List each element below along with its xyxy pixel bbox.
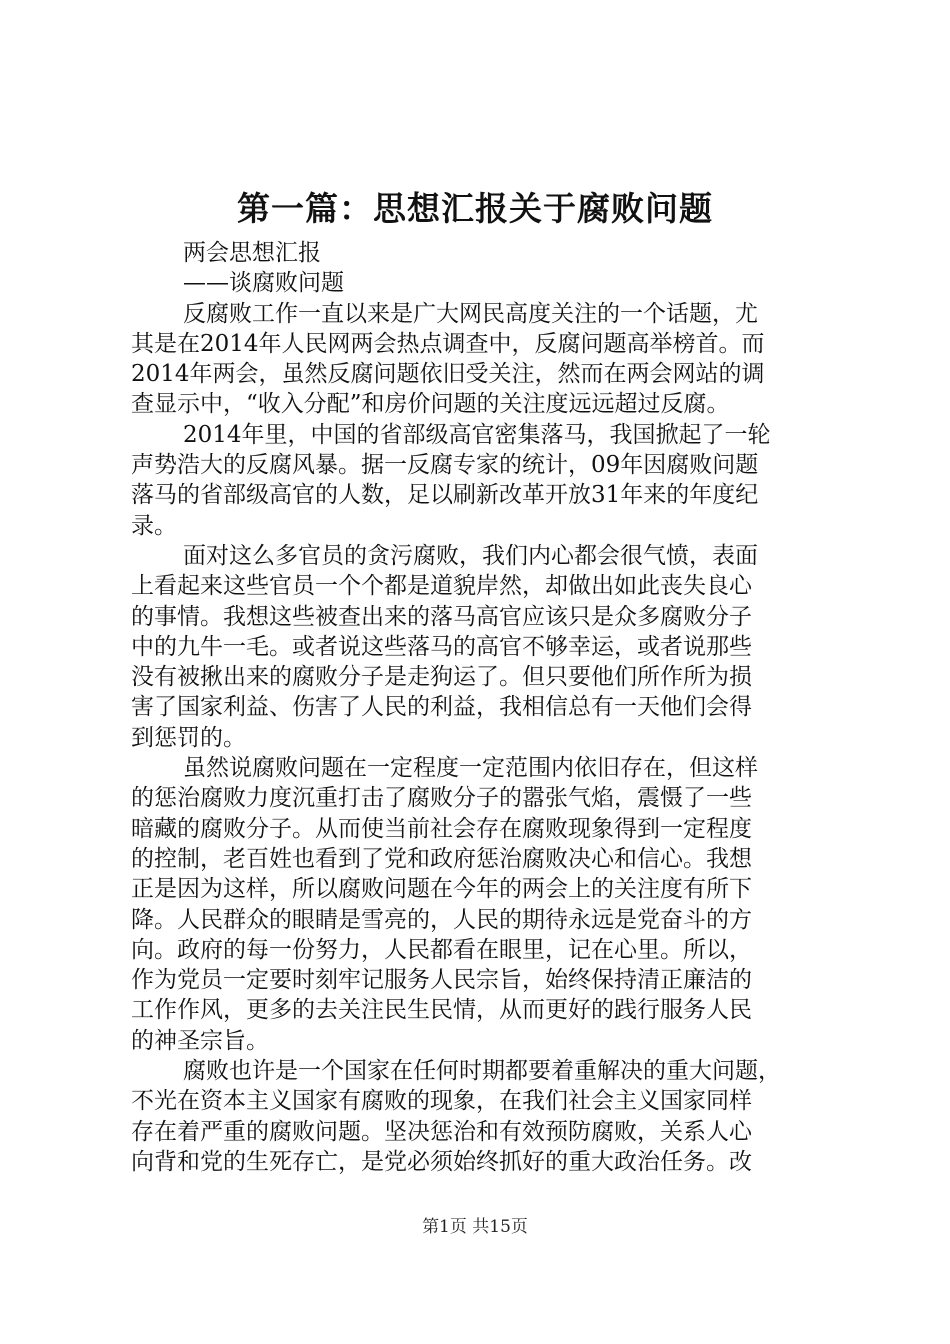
paragraph-line: 声势浩大的反腐风暴。据一反腐专家的统计，09年因腐败问题 bbox=[131, 452, 759, 479]
paragraph-line: 腐败也许是一个国家在任何时期都要着重解决的重大问题， bbox=[183, 1058, 781, 1085]
paragraph-line: 反腐败工作一直以来是广大网民高度关注的一个话题，尤 bbox=[183, 300, 758, 327]
paragraph-line: 2014年里，中国的省部级高官密集落马，我国掀起了一轮 bbox=[183, 421, 771, 448]
paragraph-line: 工作作风，更多的去关注民生民情，从而更好的践行服务人民 bbox=[131, 997, 752, 1024]
paragraph-line: 落马的省部级高官的人数，足以刷新改革开放31年来的年度纪 bbox=[131, 482, 759, 509]
paragraph-line: 向。政府的每一份努力，人民都看在眼里，记在心里。所以， bbox=[131, 936, 752, 963]
document-title: 第一篇：思想汇报关于腐败问题 bbox=[237, 189, 713, 228]
paragraph-line: 作为党员一定要时刻牢记服务人民宗旨，始终保持清正廉洁的 bbox=[131, 967, 752, 994]
page-number-footer: 第1页 共15页 bbox=[422, 1217, 528, 1237]
paragraph-line: 存在着严重的腐败问题。坚决惩治和有效预防腐败，关系人心 bbox=[131, 1118, 752, 1145]
paragraph-line: 的神圣宗旨。 bbox=[131, 1027, 269, 1054]
paragraph-line: 害了国家利益、伤害了人民的利益，我相信总有一天他们会得 bbox=[131, 694, 752, 721]
paragraph-line: 没有被揪出来的腐败分子是走狗运了。但只要他们所作所为损 bbox=[131, 664, 752, 691]
subtitle-line: 两会思想汇报 bbox=[183, 240, 321, 266]
paragraph-line: 的惩治腐败力度沉重打击了腐败分子的嚣张气焰，震慑了一些 bbox=[131, 785, 752, 812]
paragraph-line: 的事情。我想这些被查出来的落马高官应该只是众多腐败分子 bbox=[131, 603, 752, 630]
paragraph-line: 中的九牛一毛。或者说这些落马的高官不够幸运，或者说那些 bbox=[131, 633, 752, 660]
document-body bbox=[131, 238, 831, 1177]
paragraph-line: 降。人民群众的眼睛是雪亮的，人民的期待永远是党奋斗的方 bbox=[131, 906, 752, 933]
paragraph-line: 2014年两会，虽然反腐问题依旧受关注，然而在两会网站的调 bbox=[131, 361, 765, 388]
paragraph-line: 上看起来这些官员一个个都是道貌岸然，却做出如此丧失良心 bbox=[131, 573, 752, 600]
paragraph-line: 录。 bbox=[131, 512, 177, 539]
paragraph-line: 到惩罚的。 bbox=[131, 724, 246, 751]
paragraph-line: 向背和党的生死存亡，是党必须始终抓好的重大政治任务。改 bbox=[131, 1148, 752, 1175]
paragraph-line: 暗藏的腐败分子。从而使当前社会存在腐败现象得到一定程度 bbox=[131, 815, 752, 842]
paragraph-line: 的控制，老百姓也看到了党和政府惩治腐败决心和信心。我想 bbox=[131, 845, 752, 872]
paragraph-line: 查显示中，“收入分配”和房价问题的关注度远远超过反腐。 bbox=[131, 391, 730, 418]
paragraph-line: 虽然说腐败问题在一定程度一定范围内依旧存在，但这样 bbox=[183, 755, 758, 782]
paragraph-line: 其是在2014年人民网两会热点调查中，反腐问题高举榜首。而 bbox=[131, 330, 765, 357]
paragraph-line: 正是因为这样，所以腐败问题在今年的两会上的关注度有所下 bbox=[131, 876, 752, 903]
paragraph-line: 不光在资本主义国家有腐败的现象，在我们社会主义国家同样 bbox=[131, 1088, 752, 1115]
subtitle-line: ——谈腐败问题 bbox=[183, 270, 344, 297]
paragraph-line: 面对这么多官员的贪污腐败，我们内心都会很气愤，表面 bbox=[183, 542, 758, 569]
